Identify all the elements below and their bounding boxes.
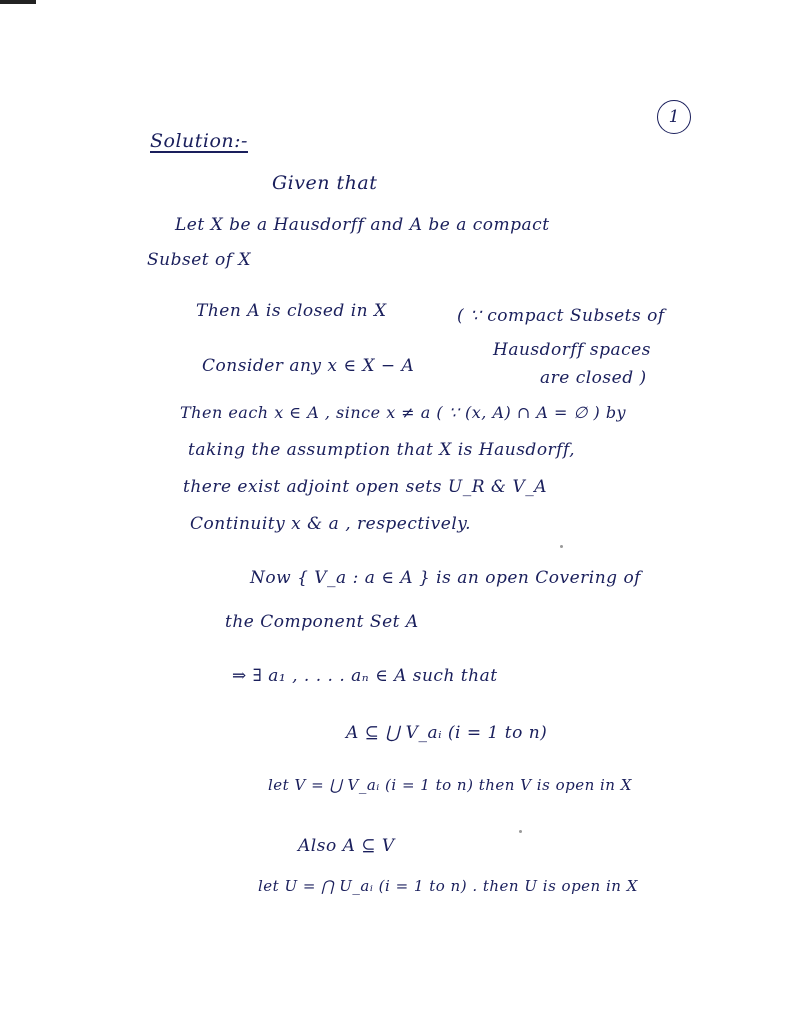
text-line-9: Continuity x & a , respectively. <box>190 514 472 534</box>
page-number: 1 <box>657 100 691 134</box>
text-line-3b: ( ∵ compact Subsets of <box>457 306 665 326</box>
text-line-5: are closed ) <box>540 368 647 388</box>
text-line-11: the Component Set A <box>225 612 419 632</box>
text-line-13: A ⊆ ⋃ V_aᵢ (i = 1 to n) <box>346 723 548 743</box>
text-line-12: ⇒ ∃ a₁ , . . . . aₙ ∈ A such that <box>232 666 498 686</box>
text-line-1: Let X be a Hausdorff and A be a compact <box>175 215 550 235</box>
stray-dot <box>560 545 563 548</box>
text-line-10: Now { V_a : a ∈ A } is an open Covering of <box>250 568 641 588</box>
text-line-6: Then each x ∈ A , since x ≠ a ( ∵ (x, A) ∩ A = ∅ ) by <box>180 403 627 422</box>
text-line-16: let U = ⋂ U_aᵢ (i = 1 to n) . then U is open in X <box>258 877 638 895</box>
text-line-14: let V = ⋃ V_aᵢ (i = 1 to n) then V is open in X <box>268 776 632 794</box>
text-line-2: Subset of X <box>147 250 252 270</box>
text-line-15: Also A ⊆ V <box>298 836 395 856</box>
corner-mark <box>0 0 36 4</box>
solution-heading: Solution:- <box>150 130 248 152</box>
given-line: Given that <box>272 172 378 194</box>
text-line-4b: Consider any x ∈ X − A <box>202 356 415 376</box>
stray-dot-2 <box>519 830 522 833</box>
text-line-4a: Hausdorff spaces <box>493 340 651 360</box>
text-line-7: taking the assumption that X is Hausdorff, <box>188 440 576 460</box>
text-line-3a: Then A is closed in X <box>196 301 387 321</box>
text-line-8: there exist adjoint open sets U_R & V_A <box>183 477 548 497</box>
